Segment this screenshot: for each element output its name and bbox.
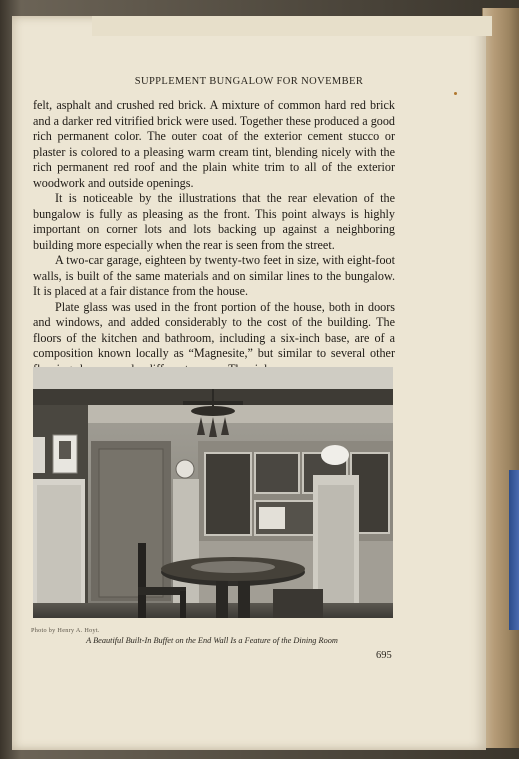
paper-spot — [454, 92, 457, 95]
photo-credit: Photo by Henry A. Hoyt. — [31, 627, 100, 634]
article-body — [33, 98, 395, 377]
blue-bookmark-tab — [509, 470, 519, 630]
dining-room-illustration — [33, 367, 393, 618]
paragraph-3: A two-car garage, eighteen by twenty-two feet in size, with eight-foot walls, is built of the same materials and on similar lines to the bungalow. It is placed at a fair distance from the house. — [33, 253, 395, 298]
paragraph-4: Plate glass was used in the front portion of the house, both in doors and windows, and added considerably to the cost of the building. The floors of the kitchen and bathroom, including a six-inch base, are of a composition known locally as “Magnesite,” but similar to several other — [33, 299, 395, 360]
paragraph-2: It is noticeable by the illustrations that the rear elevation of the bungalow is fully as pleasing as the front. This point always is highly important on corner lots and lots backing up against a neighboring building more especially when the rear is seen from the street. — [33, 191, 395, 252]
page-number: 695 — [376, 650, 392, 661]
book-page — [12, 16, 486, 750]
page-stack-edge — [482, 8, 519, 748]
photo-caption: A Beautiful Built-In Buffet on the End Wall Is a Feature of the Dining Room — [86, 636, 338, 645]
dining-room-photo — [33, 367, 393, 618]
page-top-edge — [92, 16, 492, 36]
paragraph-1: felt, asphalt and crushed red brick. A mixture of common hard red brick and a darker red vitrified brick were used. Together these produced a good rich permanent color. The outer coat of the exterior cement stucco or plaster is colored to a pleasing warm cream tint, blending nicely with the rich permanent red roof and the plain white trim to all of the exterior woodwork and outside openings. — [33, 98, 395, 190]
running-header: SUPPLEMENT BUNGALOW FOR NOVEMBER — [134, 76, 364, 87]
